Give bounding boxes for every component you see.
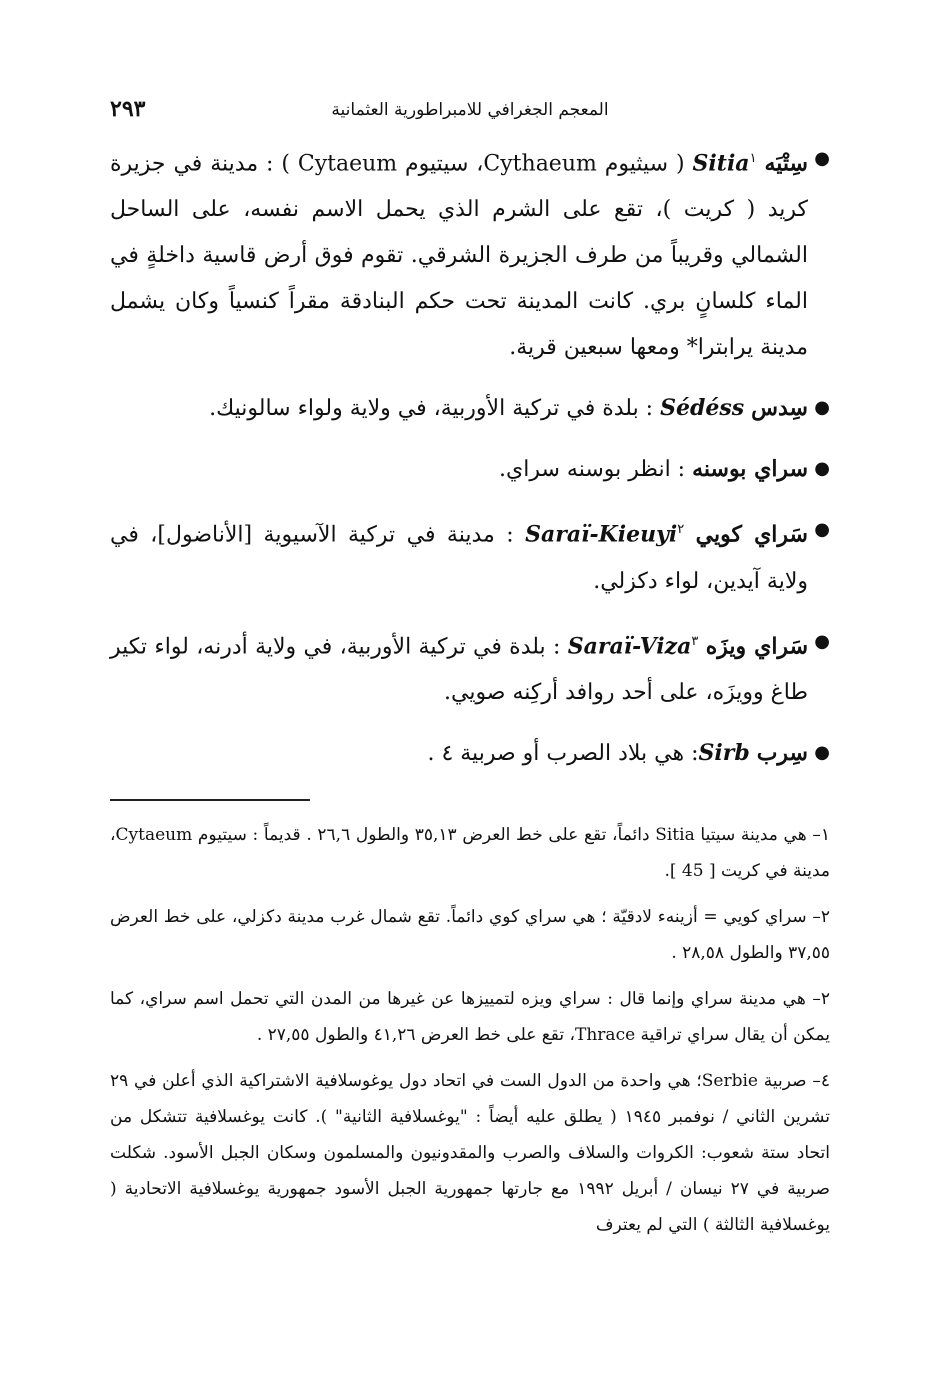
entry-text: : هي بلاد الصرب أو صربية ٤ . [427, 740, 699, 766]
entry-text: : بلدة في تركية الأوربية، في ولاية ولواء سالونيك. [209, 396, 654, 422]
entry-headword: سِرب [756, 739, 808, 766]
entry-latin: Saraï-Viza [567, 632, 692, 659]
entry-saray-kieuyi [110, 507, 830, 604]
page-header [110, 88, 830, 136]
entry-sitia [110, 136, 830, 371]
footnote-ref: ٣ [691, 633, 699, 649]
bullet-icon: ● [814, 458, 830, 480]
entry-latin: Sirb [698, 739, 750, 766]
footnote-ref: ١ [749, 151, 757, 166]
footnote: ٢– سراي كويي = أزينهء لادقيّة ؛ هي سراي كوي دائماً. تقع شمال غرب مدينة دكزلي، على خط العرض ٣٧,٥٥ والطول ٢٨,٥٨ . [110, 906, 830, 963]
entry-sedess [110, 385, 830, 432]
entry-text: ( سيثيوم Cythaeum، سيتيوم Cytaeum ) : مدينة في جزيرة كريد ( كريت )، تقع على الشرم الذي يحمل الاسم نفسه، على الساحل الشمالي وقريباً من طرف الجزيرة الشرقي. تقوم فوق أرض قاسية داخلةٍ في الماء كلسانٍ بري. كانت المدينة تحت حكم البنادقة مقراً كنسياً وكان يشمل مدينة يرابترا* ومعها سبعين قرية. [110, 151, 808, 361]
footnote: ٢– هي مدينة سراي وإنما قال : سراي ويزه لتمييزها عن غيرها من المدن التي تحمل اسم سراي، كما يمكن أن يقال سراي تراقية Thrace، تقع على خط العرض ٤١,٢٦ والطول ٢٧,٥٥ . [110, 988, 830, 1045]
entry-headword: سراي بوسنه [692, 456, 808, 483]
entry-headword: سَراي كويي [695, 521, 808, 548]
page-number: ٢٩٣ [110, 96, 146, 122]
entry-sirb [110, 730, 830, 777]
entry-saray-viza [110, 619, 830, 716]
entry-headword: سَراي ويزَه [705, 632, 809, 659]
bullet-icon: ● [814, 148, 830, 169]
entry-saray-bosna [110, 446, 830, 493]
entry-text: : بلدة في تركية الأوربية، في ولاية أدرنه، لواء تكير طاغ وويزَه، على أحد روافد أركِنه صويي. [110, 633, 808, 705]
footnote-separator [110, 799, 310, 801]
footnote: ٤– صربية Serbie؛ هي واحدة من الدول الست في اتحاد دول يوغوسلافية الاشتراكية الذي أعلن في ٢٩ تشرين الثاني / نوفمبر ١٩٤٥ ( يطلق عليه أيضاً : "يوغسلافية الثانية" ). كانت يوغسلافية تتشكل من اتحاد ستة شعوب: الكروات والسلاف والصرب والمقدونيون والمسلمون وسكان الجبل الأسود. شكلت صربية في ٢٧ نيسان / أبريل ١٩٩٢ مع جارتها جمهورية الجبل الأسود جمهورية يوغسلافية الاتحادية ( يوغسلافية الثالثة ) التي لم يعترف [110, 1070, 830, 1235]
bullet-icon: ● [814, 741, 830, 763]
footnote-ref: ٢ [677, 522, 685, 538]
entry-latin: Saraï-Kieuyi [525, 521, 678, 548]
entry-headword: سِتْيَه [764, 150, 808, 177]
footnote: ١– هي مدينة سيتيا Sitia دائماً، تقع على خط العرض ٣٥,١٣ والطول ٢٦,٦ . قديماً : سيتيوم Cytaeum، مدينة في كريت [ 45 ]. [110, 824, 830, 881]
entry-headword: سِدس [751, 395, 808, 422]
entry-text: : مدينة في تركية الآسيوية [الأناضول]، في ولاية آيدين، لواء دكزلي. [110, 522, 808, 594]
entry-text: : انظر بوسنه سراي. [499, 457, 693, 483]
entry-latin: Sitia [692, 150, 750, 177]
bullet-icon: ● [814, 397, 830, 419]
entry-latin: Sédéss [660, 395, 745, 422]
running-title: المعجم الجغرافي للامبراطورية العثمانية [331, 100, 609, 120]
bullet-icon: ● [814, 630, 830, 652]
bullet-icon: ● [814, 519, 830, 541]
page [110, 88, 830, 1253]
